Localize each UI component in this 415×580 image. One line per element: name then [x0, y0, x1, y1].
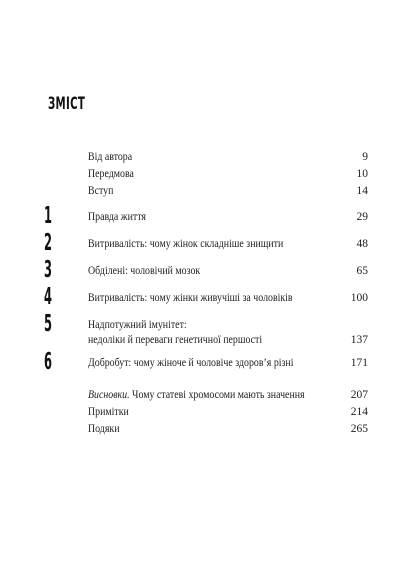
toc-entry-page: 100	[350, 292, 368, 304]
toc-entry-title: Обділені: чоловічий мозок	[88, 265, 201, 277]
toc-entry-foreword	[0, 150, 415, 166]
toc-chapter-4	[0, 284, 415, 310]
toc-heading: ЗМІСТ	[48, 94, 86, 114]
toc-entry-title: Правда життя	[88, 211, 146, 223]
toc-entry-conclusions	[0, 388, 415, 404]
toc-entry-page: 137	[350, 334, 368, 346]
toc-chapter-1	[0, 203, 415, 229]
toc-chapter-5	[0, 311, 415, 346]
chapter-number: 3	[44, 257, 53, 283]
toc-chapter-3	[0, 257, 415, 283]
toc-entry-title	[88, 388, 305, 403]
toc-entry-title: Надпотужний імунітет: недоліки й переваги генетичної першості	[88, 319, 263, 346]
toc-entry-page: 10	[356, 168, 368, 180]
toc-entry-page: 48	[356, 238, 368, 250]
chapter-number: 4	[44, 284, 53, 310]
toc-entry-page: 207	[350, 389, 368, 401]
toc-entry-title: Витривалість: чому жінки живучіші за чоловіків	[88, 292, 293, 304]
chapter-number: 1	[44, 203, 53, 229]
toc-entry-preface	[0, 167, 415, 183]
toc-entry-title: Вступ	[88, 185, 114, 197]
toc-entry-title: Передмова	[88, 168, 134, 180]
toc-entry-title: Подяки	[88, 423, 120, 435]
toc-entry-title: Від автора	[88, 151, 133, 163]
toc-entry-page: 214	[350, 406, 368, 418]
toc-entry-page: 9	[362, 151, 368, 163]
toc-chapter-2	[0, 230, 415, 256]
toc-entry-title: Примітки	[88, 406, 129, 418]
toc-entry-page: 14	[356, 185, 368, 197]
chapter-number: 6	[44, 349, 53, 375]
toc-entry-page: 171	[350, 357, 368, 369]
toc-entry-italic-prefix: Висновки.	[88, 389, 130, 401]
toc-entry-introduction	[0, 184, 415, 200]
toc-entry-page: 29	[356, 211, 368, 223]
toc-entry-page: 265	[350, 423, 368, 435]
chapter-number: 2	[44, 230, 53, 256]
toc-entry-acknowledgements	[0, 422, 415, 438]
toc-entry-notes	[0, 405, 415, 421]
toc-entry-title: Добробут: чому жіноче й чоловіче здоров’я різні	[88, 357, 294, 369]
toc-entry-title: Витривалість: чому жінок складніше знищити	[88, 238, 284, 250]
chapter-number: 5	[44, 311, 53, 337]
toc-entry-page: 65	[356, 265, 368, 277]
toc-chapter-6	[0, 349, 415, 375]
toc-entry-title-rest: Чому статеві хромосоми мають значення	[129, 389, 305, 401]
